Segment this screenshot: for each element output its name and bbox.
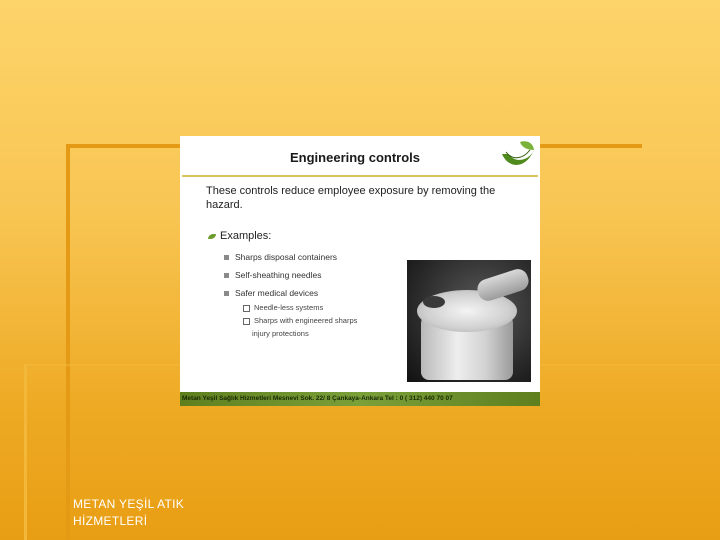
company-caption — [73, 496, 233, 530]
list-item — [224, 270, 321, 280]
leaf-logo-icon — [500, 138, 536, 170]
container-cap — [423, 296, 445, 308]
list-item-label: Self-sheathing needles — [235, 270, 322, 280]
square-bullet-icon — [224, 291, 229, 296]
sub-list-item-label: Sharps with engineered sharps — [254, 316, 358, 325]
sub-list-item — [243, 303, 323, 312]
list-item-label: Safer medical devices — [235, 288, 319, 298]
sub-list-item — [243, 316, 357, 325]
list-item — [224, 252, 337, 262]
embedded-slide-image — [180, 136, 540, 406]
square-bullet-icon — [224, 273, 229, 278]
sharps-container-photo — [407, 260, 531, 382]
decorative-bar-left — [66, 144, 70, 540]
leaf-bullet-icon — [208, 234, 216, 239]
checkbox-bullet-icon — [243, 318, 250, 325]
list-item-label: Sharps disposal containers — [235, 252, 338, 262]
caption-line-2: HİZMETLERİ — [73, 514, 148, 528]
intro-text: These controls reduce employee exposure by removing the hazard. — [206, 185, 496, 211]
title-divider — [182, 175, 538, 177]
examples-heading — [208, 230, 271, 242]
sub-list-item-label: Needle-less systems — [254, 303, 324, 312]
sub-list-item-continuation: injury protections — [252, 329, 309, 338]
caption-line-1: METAN YEŞİL ATIK — [73, 497, 185, 511]
examples-label: Examples: — [220, 230, 272, 242]
list-item — [224, 288, 318, 298]
decorative-line-left — [24, 364, 27, 540]
checkbox-bullet-icon — [243, 305, 250, 312]
slide-title: Engineering controls — [290, 150, 421, 165]
slide-footer: Metan Yeşil Sağlık Hizmetleri Mesnevi Sok. 22/ 8 Çankaya-Ankara Tel : 0 ( 312) 440 70 07 — [180, 392, 540, 406]
square-bullet-icon — [224, 255, 229, 260]
